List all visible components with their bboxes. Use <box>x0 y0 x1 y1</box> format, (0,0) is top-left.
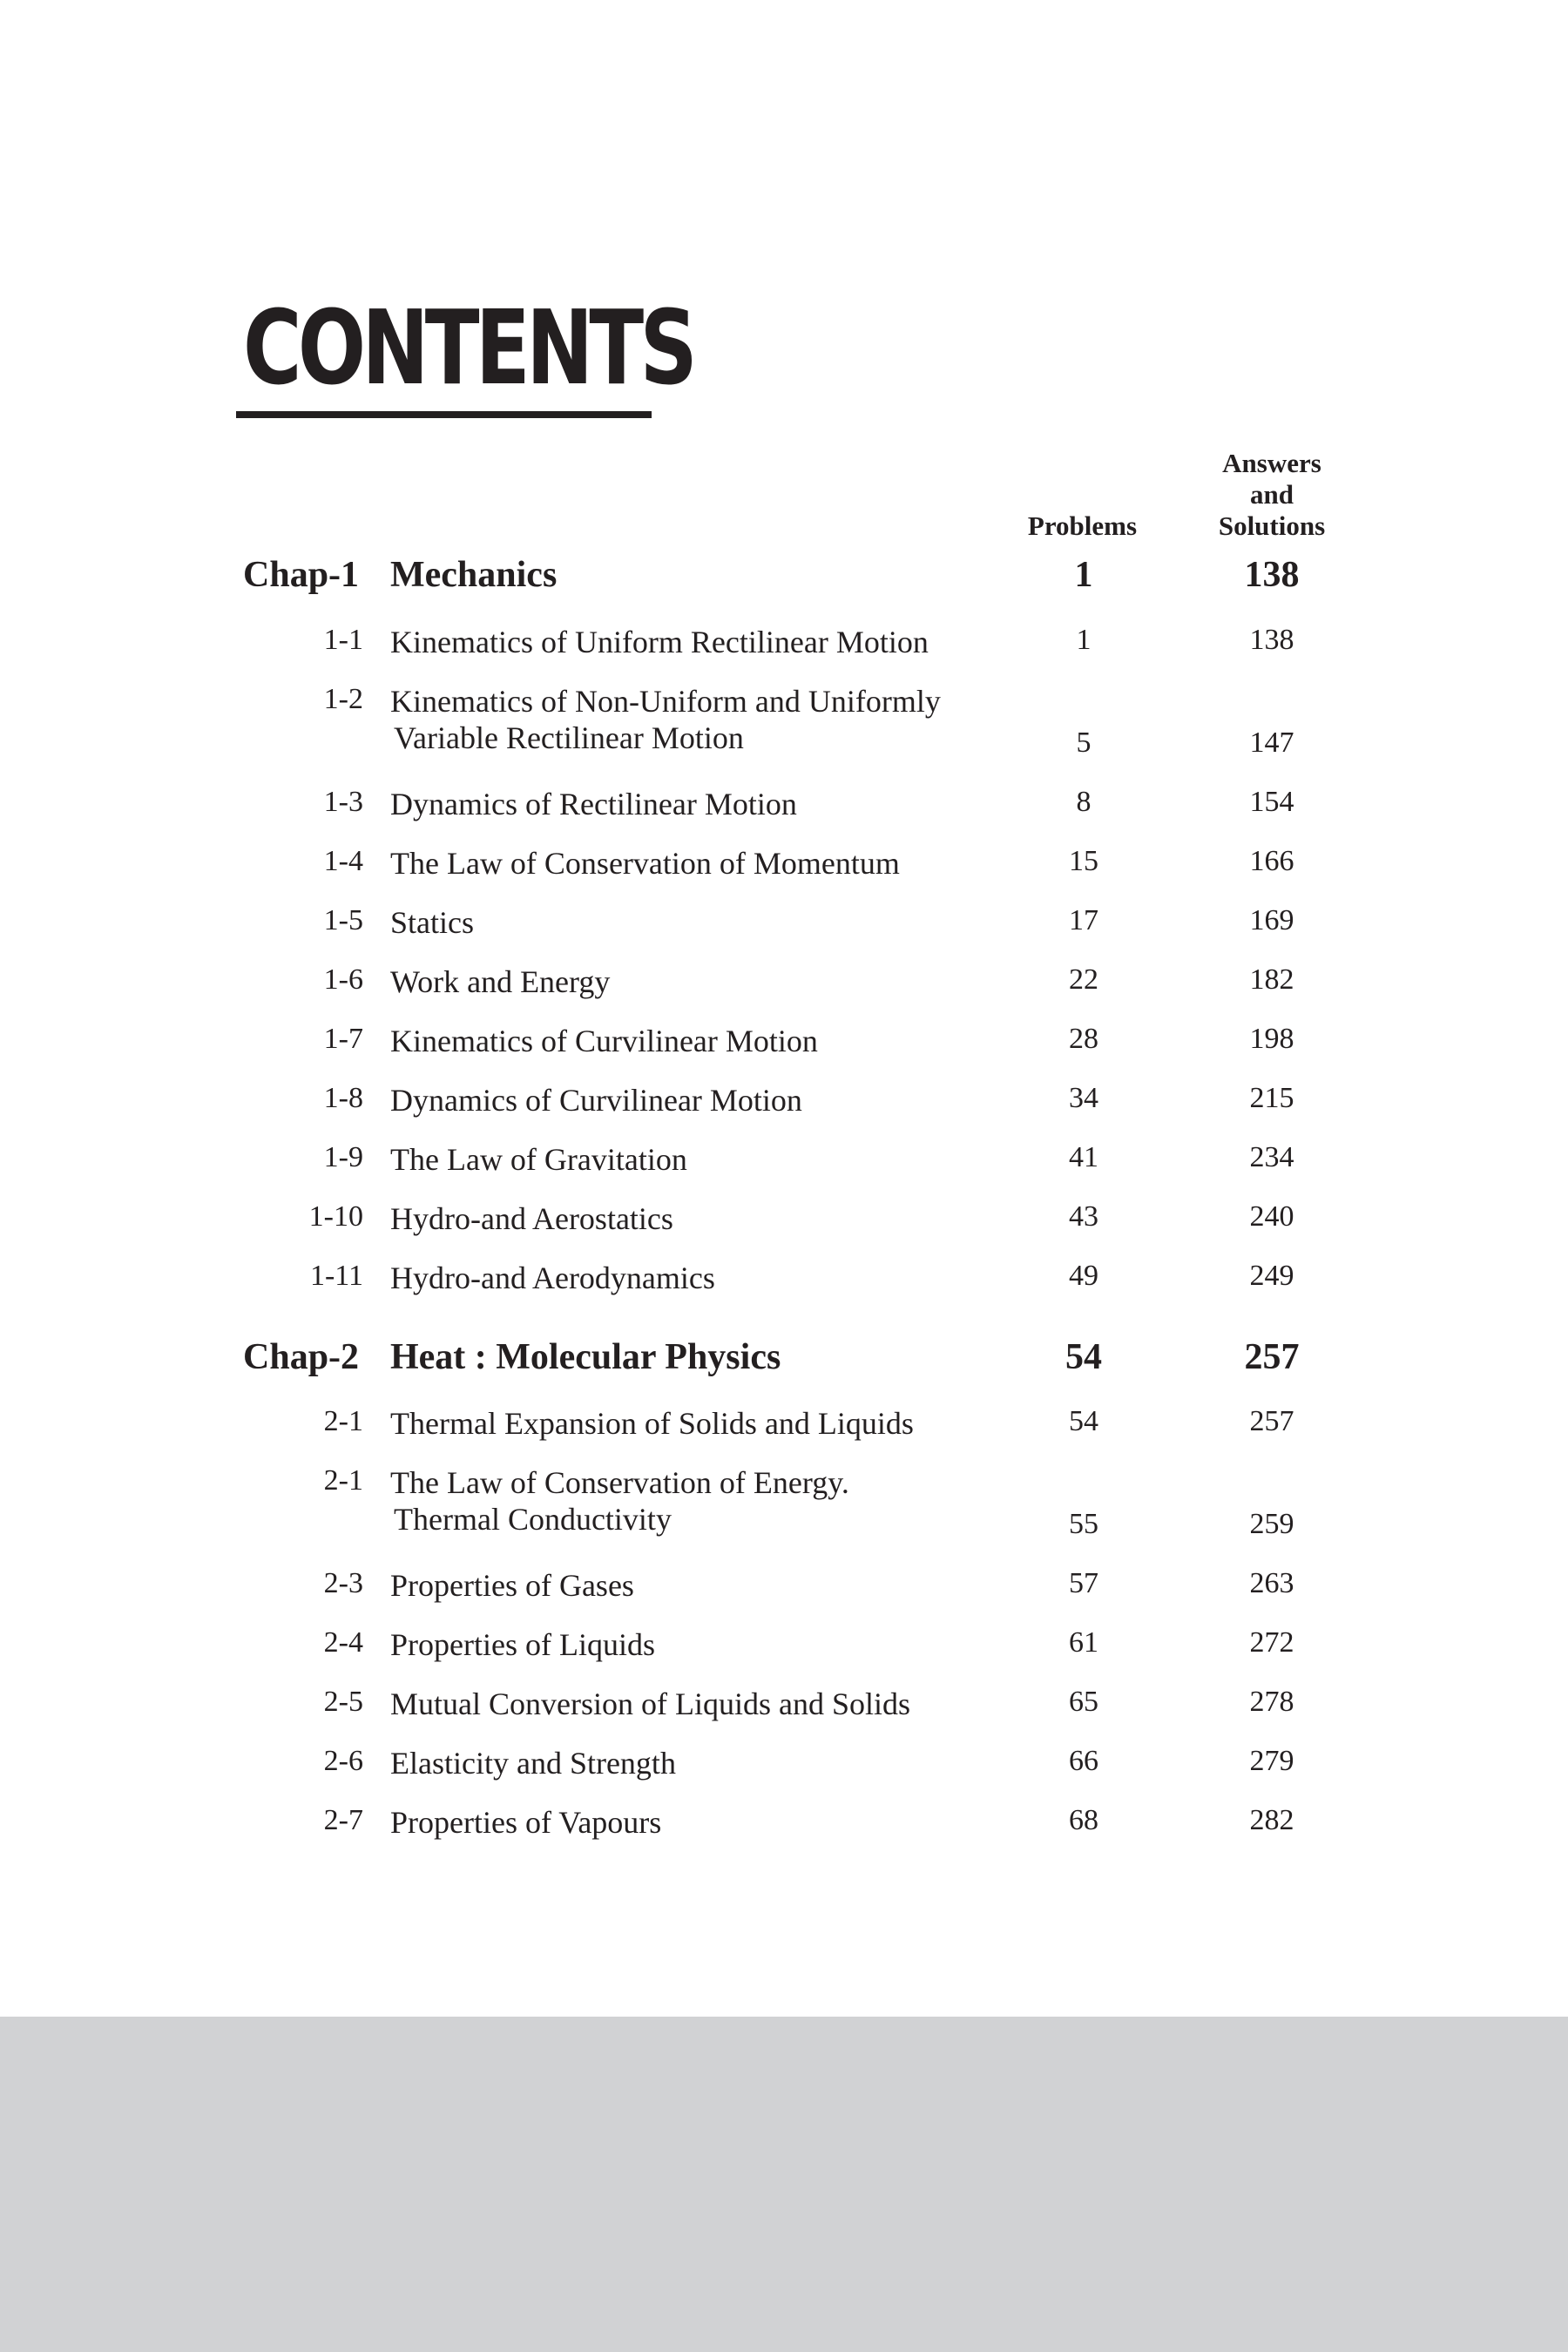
section-row[interactable] <box>0 1626 1568 1672</box>
answers-page: 182 <box>1249 963 1294 996</box>
problems-page: 57 <box>1069 1567 1098 1599</box>
chapter-row[interactable] <box>0 554 1568 599</box>
answers-page: 249 <box>1249 1260 1294 1292</box>
chapter-label: Chap-1 <box>243 555 360 595</box>
section-title-line: Kinematics of Non-Uniform and Uniformly <box>390 684 941 719</box>
section-title: Work and Energy <box>390 964 611 999</box>
problems-page: 55 <box>1069 1508 1098 1540</box>
section-row[interactable] <box>0 1082 1568 1127</box>
section-number: 1-7 <box>323 1023 363 1055</box>
section-row[interactable] <box>0 1260 1568 1305</box>
section-number: 1-3 <box>323 786 363 818</box>
section-title: Dynamics of Rectilinear Motion <box>390 787 797 821</box>
section-number: 1-6 <box>323 963 363 996</box>
section-number: 2-7 <box>323 1804 363 1836</box>
section-number: 1-8 <box>323 1082 363 1114</box>
section-title: Elasticity and Strength <box>390 1746 676 1781</box>
answers-page: 279 <box>1249 1745 1294 1777</box>
section-number: 1-9 <box>323 1141 363 1173</box>
answers-page: 147 <box>1249 727 1294 759</box>
section-row[interactable] <box>0 1804 1568 1849</box>
section-number: 1-2 <box>323 683 363 715</box>
section-number: 2-3 <box>323 1567 363 1599</box>
chapter-title: Mechanics <box>390 555 558 595</box>
section-number: 1-5 <box>323 904 363 936</box>
section-number: 1-4 <box>323 845 363 877</box>
page-title: CONTENTS <box>243 287 694 408</box>
problems-page: 61 <box>1069 1626 1098 1659</box>
section-number: 2-5 <box>323 1686 363 1718</box>
section-title-line: The Law of Conservation of Energy. <box>390 1465 849 1500</box>
chapter-label: Chap-2 <box>243 1337 360 1377</box>
section-row[interactable] <box>0 1686 1568 1731</box>
section-title: Dynamics of Curvilinear Motion <box>390 1083 802 1118</box>
section-title: Hydro-and Aerodynamics <box>390 1260 715 1295</box>
section-title: Kinematics of Curvilinear Motion <box>390 1024 818 1058</box>
section-title: Properties of Liquids <box>390 1627 655 1662</box>
section-row[interactable] <box>0 786 1568 831</box>
problems-page: 68 <box>1069 1804 1098 1836</box>
section-title: Thermal Expansion of Solids and Liquids <box>390 1406 914 1441</box>
section-row[interactable] <box>0 683 1568 772</box>
section-row[interactable] <box>0 904 1568 950</box>
section-row[interactable] <box>0 624 1568 669</box>
section-title: Statics <box>390 905 474 940</box>
answers-header-line: Answers <box>1222 448 1321 478</box>
section-title: Properties of Gases <box>390 1568 634 1603</box>
answers-column-header <box>1206 448 1337 542</box>
problems-page: 8 <box>1076 786 1092 818</box>
answers-page: 154 <box>1249 786 1294 818</box>
answers-page: 278 <box>1249 1686 1294 1718</box>
problems-column-header: Problems <box>1027 510 1138 541</box>
footer-band <box>0 2017 1568 2352</box>
section-row[interactable] <box>0 1200 1568 1246</box>
section-row[interactable] <box>0 1405 1568 1450</box>
problems-page: 66 <box>1069 1745 1098 1777</box>
answers-page: 138 <box>1244 555 1300 595</box>
section-row[interactable] <box>0 845 1568 890</box>
problems-page: 1 <box>1076 624 1092 656</box>
section-title: Kinematics of Uniform Rectilinear Motion <box>390 625 929 659</box>
problems-page: 49 <box>1069 1260 1098 1292</box>
problems-page: 65 <box>1069 1686 1098 1718</box>
chapter-title: Heat : Molecular Physics <box>390 1337 781 1377</box>
section-title: The Law of Conservation of Momentum <box>390 846 900 881</box>
answers-page: 259 <box>1249 1508 1294 1540</box>
section-title-line: Thermal Conductivity <box>394 1502 672 1537</box>
title-underline <box>236 411 652 418</box>
problems-page: 34 <box>1069 1082 1098 1114</box>
problems-page: 54 <box>1069 1405 1098 1437</box>
section-title: Mutual Conversion of Liquids and Solids <box>390 1686 910 1721</box>
answers-header-line: Solutions <box>1218 510 1326 541</box>
answers-page: 282 <box>1249 1804 1294 1836</box>
section-number: 2-1 <box>323 1464 363 1497</box>
section-row[interactable] <box>0 1745 1568 1790</box>
answers-page: 215 <box>1249 1082 1294 1114</box>
section-title <box>390 683 941 756</box>
section-number: 1-10 <box>308 1200 363 1233</box>
section-row[interactable] <box>0 1567 1568 1612</box>
answers-header-line: and <box>1250 479 1294 510</box>
section-title-line: Variable Rectilinear Motion <box>394 720 744 755</box>
problems-page: 41 <box>1069 1141 1098 1173</box>
chapter-row[interactable] <box>0 1336 1568 1382</box>
problems-page: 54 <box>1065 1337 1102 1377</box>
section-row[interactable] <box>0 1141 1568 1186</box>
answers-page: 234 <box>1249 1141 1294 1173</box>
section-title: The Law of Gravitation <box>390 1142 687 1177</box>
section-title <box>390 1464 849 1538</box>
problems-page: 17 <box>1069 904 1098 936</box>
problems-page: 15 <box>1069 845 1098 877</box>
answers-page: 272 <box>1249 1626 1294 1659</box>
section-number: 2-6 <box>323 1745 363 1777</box>
section-number: 2-1 <box>323 1405 363 1437</box>
section-title: Hydro-and Aerostatics <box>390 1201 673 1236</box>
section-number: 1-1 <box>323 624 363 656</box>
answers-page: 257 <box>1244 1337 1300 1377</box>
problems-page: 22 <box>1069 963 1098 996</box>
answers-page: 240 <box>1249 1200 1294 1233</box>
section-number: 2-4 <box>323 1626 363 1659</box>
answers-page: 166 <box>1249 845 1294 877</box>
answers-page: 169 <box>1249 904 1294 936</box>
problems-page: 5 <box>1076 727 1092 759</box>
section-title: Properties of Vapours <box>390 1805 662 1840</box>
problems-page: 28 <box>1069 1023 1098 1055</box>
section-row[interactable] <box>0 963 1568 1009</box>
answers-page: 257 <box>1249 1405 1294 1437</box>
problems-page: 1 <box>1074 555 1093 595</box>
answers-page: 263 <box>1249 1567 1294 1599</box>
problems-page: 43 <box>1069 1200 1098 1233</box>
section-row[interactable] <box>0 1464 1568 1553</box>
answers-page: 198 <box>1249 1023 1294 1055</box>
section-number: 1-11 <box>309 1260 363 1292</box>
section-row[interactable] <box>0 1023 1568 1068</box>
answers-page: 138 <box>1249 624 1294 656</box>
